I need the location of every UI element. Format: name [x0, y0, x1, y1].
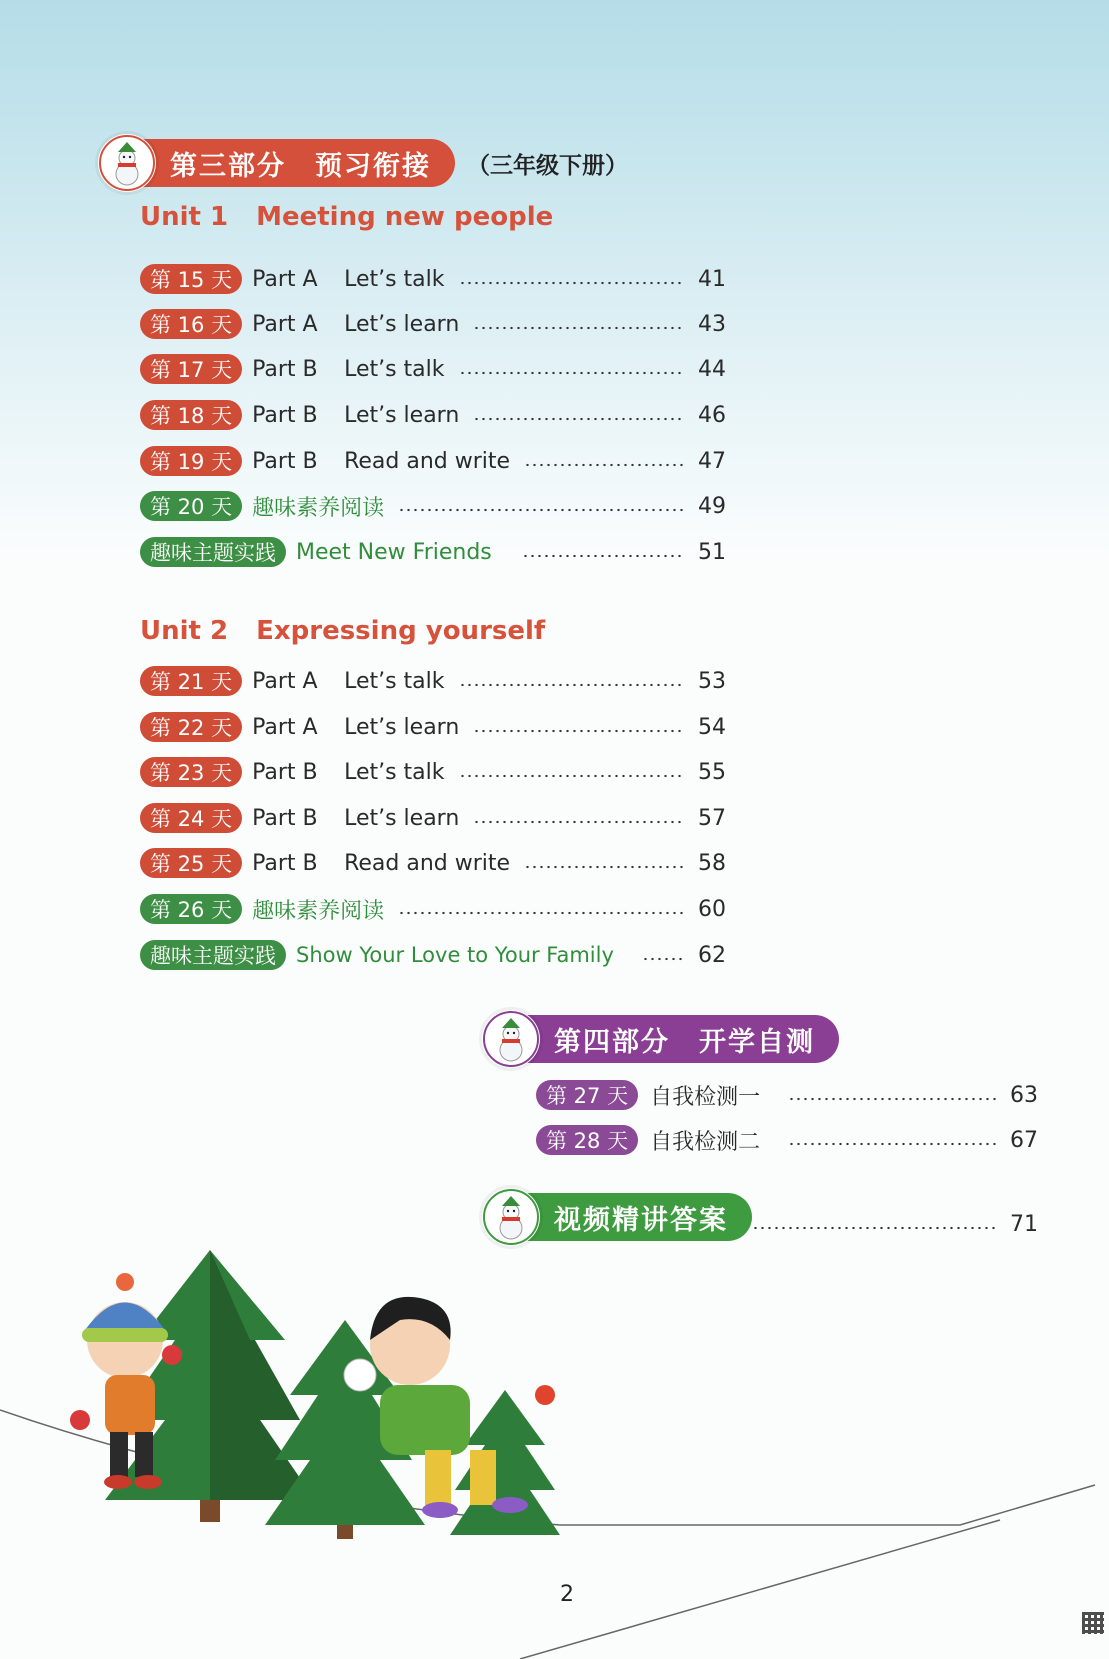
day-tag: 第 15 天 [140, 264, 242, 294]
toc-row[interactable] [140, 847, 726, 879]
test-title: 自我检测二 [650, 1129, 761, 1155]
toc-row-reading[interactable] [140, 490, 726, 522]
day-tag: 第 20 天 [140, 491, 242, 521]
day-tag: 第 21 天 [140, 666, 242, 696]
unit2-heading [140, 616, 545, 646]
page-ref: 49 [698, 493, 726, 519]
unit2-name: Expressing yourself [256, 616, 546, 646]
dot-leader [473, 417, 684, 421]
dot-leader [473, 326, 684, 330]
toc-row[interactable] [140, 353, 726, 385]
day-tag: 第 17 天 [140, 354, 242, 384]
day-tag: 第 22 天 [140, 712, 242, 742]
part-label: Part A [252, 714, 318, 740]
day-tag: 第 19 天 [140, 446, 242, 476]
toc-row-practice[interactable] [140, 536, 726, 568]
page-ref: 54 [698, 714, 726, 740]
day-tag: 第 28 天 [536, 1125, 638, 1155]
part-label: Part B [252, 448, 318, 474]
practice-tag: 趣味主题实践 [140, 940, 286, 970]
page-ref: 44 [698, 356, 726, 382]
toc-row[interactable] [140, 665, 726, 697]
snowman-icon [98, 134, 156, 192]
page-ref: 57 [698, 805, 726, 831]
part4-banner [482, 1010, 839, 1068]
day-tag: 第 16 天 [140, 309, 242, 339]
dot-leader [522, 554, 684, 558]
dot-leader [459, 683, 684, 687]
page-ref: 41 [698, 266, 726, 292]
part-label: Part A [252, 311, 318, 337]
dot-leader [473, 729, 684, 733]
toc-row[interactable] [536, 1079, 1038, 1111]
qr-code-icon [1082, 1612, 1104, 1634]
unit1-label: Unit 1 [140, 202, 229, 232]
part-label: Part A [252, 668, 318, 694]
snowman-icon [482, 1188, 540, 1246]
page-ref: 47 [698, 448, 726, 474]
unit1-heading [140, 202, 553, 232]
lesson-title: Read and write [344, 448, 511, 474]
dot-leader [398, 508, 684, 512]
lesson-title: Read and write [344, 850, 511, 876]
toc-row[interactable] [140, 711, 726, 743]
part-label: Part B [252, 805, 318, 831]
practice-title: Show Your Love to Your Family [296, 943, 614, 967]
dot-leader [398, 911, 684, 915]
toc-row[interactable] [140, 756, 726, 788]
dot-leader [459, 281, 684, 285]
lesson-title: Let’s talk [344, 668, 445, 694]
day-tag: 第 23 天 [140, 757, 242, 787]
toc-row[interactable] [536, 1124, 1038, 1156]
toc-row[interactable] [140, 308, 726, 340]
lesson-title: Let’s learn [344, 714, 460, 740]
reading-title: 趣味素养阅读 [252, 495, 385, 521]
answers-banner[interactable] [482, 1188, 752, 1246]
day-tag: 第 26 天 [140, 894, 242, 924]
part4-title: 第四部分 开学自测 [518, 1015, 839, 1063]
toc-row[interactable] [140, 802, 726, 834]
practice-title: Meet New Friends [296, 539, 492, 565]
page-ref: 46 [698, 402, 726, 428]
lesson-title: Let’s learn [344, 805, 460, 831]
practice-tag: 趣味主题实践 [140, 537, 286, 567]
dot-leader [473, 820, 684, 824]
part3-banner [98, 134, 628, 192]
part-label: Part B [252, 402, 318, 428]
part-label: Part B [252, 850, 318, 876]
reading-title: 趣味素养阅读 [252, 898, 385, 924]
page-ref: 58 [698, 850, 726, 876]
page-ref: 71 [1010, 1211, 1038, 1237]
part-label: Part A [252, 266, 318, 292]
lesson-title: Let’s talk [344, 266, 445, 292]
lesson-title: Let’s learn [344, 402, 460, 428]
day-tag: 第 27 天 [536, 1080, 638, 1110]
lesson-title: Let’s talk [344, 356, 445, 382]
part-label: Part B [252, 356, 318, 382]
lesson-title: Let’s learn [344, 311, 460, 337]
page-ref: 53 [698, 668, 726, 694]
unit2-label: Unit 2 [140, 616, 229, 646]
dot-leader [788, 1142, 996, 1146]
page-ref: 63 [1010, 1082, 1038, 1108]
toc-row-practice[interactable] [140, 939, 726, 971]
dot-leader [524, 463, 684, 467]
page-ref: 60 [698, 896, 726, 922]
day-tag: 第 24 天 [140, 803, 242, 833]
test-title: 自我检测一 [650, 1084, 761, 1110]
dot-leader [459, 371, 684, 375]
dot-leader [459, 774, 684, 778]
part3-title: 第三部分 预习衔接 [134, 139, 455, 187]
dot-leader [788, 1097, 996, 1101]
lesson-title: Let’s talk [344, 759, 445, 785]
page-number: 2 [560, 1582, 574, 1607]
page-ref: 62 [698, 942, 726, 968]
dot-leader [642, 957, 684, 961]
day-tag: 第 25 天 [140, 848, 242, 878]
page-ref: 43 [698, 311, 726, 337]
page-ref: 51 [698, 539, 726, 565]
page-ref: 67 [1010, 1127, 1038, 1153]
part3-subtitle: （三年级下册） [467, 152, 628, 179]
toc-row[interactable] [140, 445, 726, 477]
day-tag: 第 18 天 [140, 400, 242, 430]
dot-leader [524, 865, 684, 869]
toc-row[interactable] [140, 263, 726, 295]
toc-row[interactable] [140, 399, 726, 431]
part-label: Part B [252, 759, 318, 785]
answers-title: 视频精讲答案 [518, 1193, 752, 1241]
snowman-icon [482, 1010, 540, 1068]
toc-row-reading[interactable] [140, 893, 726, 925]
unit1-name: Meeting new people [256, 202, 554, 232]
winter-scene-illustration [0, 1220, 1109, 1659]
page-ref: 55 [698, 759, 726, 785]
